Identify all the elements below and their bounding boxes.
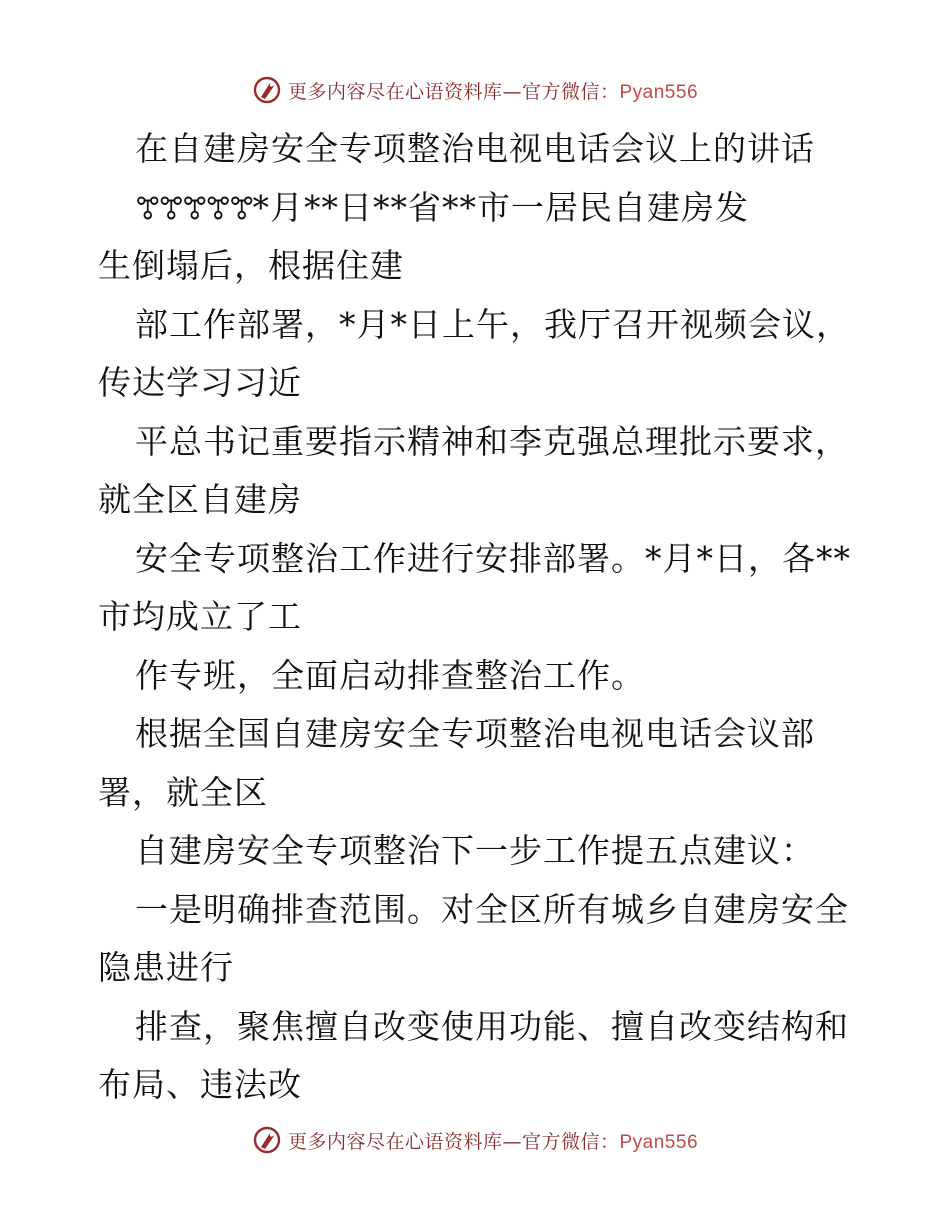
line-text: 排查，聚焦擅自改变使用功能、擅自改变结构和 (135, 1006, 849, 1046)
banner-separator: — (502, 1130, 522, 1153)
banner-wechat-id: Pyan556 (619, 81, 699, 103)
paragraph-line (98, 120, 858, 179)
paragraph-line (98, 588, 858, 647)
pen-nib-circle-icon (252, 1125, 282, 1155)
banner-site-name: 更多内容尽在心语资料库 (287, 1130, 503, 1153)
paragraph-line (98, 998, 858, 1057)
line-text: 就全区自建房 (98, 480, 302, 519)
line-text: 隐患进行 (98, 948, 234, 987)
line-text: 安全专项整治工作进行安排部署。*月*日，各** (135, 538, 851, 578)
ornament-glyphs: ꔅꔅꔅꔅꔅ (135, 191, 253, 227)
line-text: *月**日**省**市一居民自建房发 (252, 187, 749, 227)
paragraph-line (98, 413, 858, 472)
paragraph-line (98, 764, 858, 823)
paragraph-line (98, 237, 858, 296)
line-text: 传达学习习近 (98, 363, 302, 402)
paragraph-line (98, 530, 858, 589)
line-text: 市均成立了工 (98, 597, 302, 636)
paragraph-line (98, 354, 858, 413)
line-text: 生倒塌后，根据住建 (98, 246, 404, 285)
paragraph-line (98, 939, 858, 998)
paragraph-line (98, 179, 858, 238)
line-text: 自建房安全专项整治下一步工作提五点建议： (135, 831, 815, 870)
line-text: 一是明确排查范围。对全区所有城乡自建房安全 (135, 889, 849, 929)
banner-text (288, 1127, 698, 1154)
pen-nib-circle-icon (252, 75, 282, 105)
paragraph-line (98, 296, 858, 355)
banner-wechat-id: Pyan556 (619, 1131, 699, 1153)
banner-separator: — (502, 80, 522, 103)
banner-wechat-label: 官方微信： (521, 80, 620, 103)
line-text: 署，就全区 (98, 772, 268, 812)
line-text: 根据全国自建房安全专项整治电视电话会议部 (135, 714, 815, 753)
footer-watermark-banner (0, 1120, 950, 1160)
paragraph-line (98, 471, 858, 530)
document-body (98, 120, 858, 1115)
paragraph-line (98, 881, 858, 940)
banner-site-name: 更多内容尽在心语资料库 (287, 80, 503, 103)
paragraph-line (98, 822, 858, 881)
line-text: 平总书记重要指示精神和李克强总理批示要求， (135, 421, 849, 461)
line-text: 作专班，全面启动排查整治工作。 (135, 655, 645, 695)
line-text: 布局、违法改 (98, 1065, 302, 1104)
paragraph-line (98, 1056, 858, 1115)
line-text: 在自建房安全专项整治电视电话会议上的讲话 (135, 129, 815, 168)
banner-wechat-label: 官方微信： (521, 1130, 620, 1153)
banner-text (288, 77, 698, 104)
header-watermark-banner (0, 70, 950, 110)
paragraph-line (98, 705, 858, 764)
paragraph-line (98, 647, 858, 706)
line-text: 部工作部署，*月*日上午，我厅召开视频会议， (135, 304, 850, 344)
